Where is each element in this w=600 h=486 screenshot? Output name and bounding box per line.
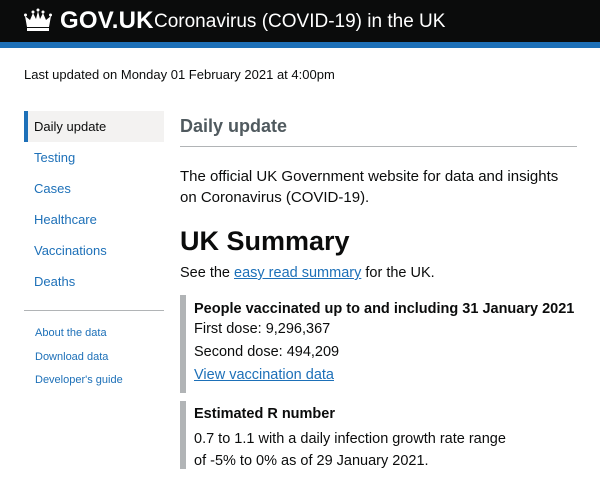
link-about-the-data[interactable]: About the data	[35, 327, 107, 339]
nav-item-testing[interactable]: Testing	[34, 150, 76, 165]
nav-item-vaccinations[interactable]: Vaccinations	[34, 243, 107, 258]
r-number-title: Estimated R number	[194, 406, 335, 422]
service-name-link[interactable]: Coronavirus (COVID-19) in the UK	[154, 11, 446, 32]
link-download-data[interactable]: Download data	[35, 350, 109, 363]
r-number-card	[180, 401, 577, 469]
vaccination-summary-card	[180, 295, 577, 393]
nav-divider	[24, 310, 164, 311]
vaccination-card-title: People vaccinated up to and including 31 January 2021	[194, 301, 575, 317]
site-header	[0, 0, 600, 42]
side-navigation	[24, 111, 164, 297]
last-updated-text: Last updated on Monday 01 February 2021 at 4:00pm	[24, 67, 335, 82]
second-dose-value: Second dose: 494,209	[194, 344, 340, 360]
intro-text: The official UK Government website for data and insights on Coronavirus (COVID-19).	[180, 168, 559, 206]
nav-item-healthcare[interactable]: Healthcare	[34, 212, 97, 227]
govuk-home-link[interactable]: GOV.UK	[60, 7, 154, 34]
easy-read-line	[180, 264, 435, 282]
easy-read-prefix: See the	[180, 265, 235, 281]
uk-summary-heading: UK Summary	[180, 226, 350, 256]
header-accent-bar	[0, 42, 600, 48]
secondary-navigation	[24, 322, 164, 393]
link-developers-guide[interactable]: Developer's guide	[35, 374, 123, 386]
nav-item-daily-update[interactable]: Daily update	[24, 111, 164, 142]
title-divider	[180, 146, 577, 147]
easy-read-suffix: for the UK.	[361, 265, 435, 281]
nav-item-deaths[interactable]: Deaths	[34, 274, 76, 289]
view-vaccination-data-link[interactable]: View vaccination data	[194, 367, 334, 383]
first-dose-value: First dose: 9,296,367	[194, 321, 331, 337]
crown-icon	[24, 8, 52, 32]
nav-item-cases[interactable]: Cases	[34, 181, 71, 196]
r-number-range: 0.7 to 1.1 with a daily infection growth rate range	[194, 431, 506, 447]
r-number-growth: of -5% to 0% as of 29 January 2021.	[194, 453, 429, 469]
easy-read-summary-link[interactable]: easy read summary	[234, 265, 362, 281]
page-title: Daily update	[180, 116, 288, 136]
